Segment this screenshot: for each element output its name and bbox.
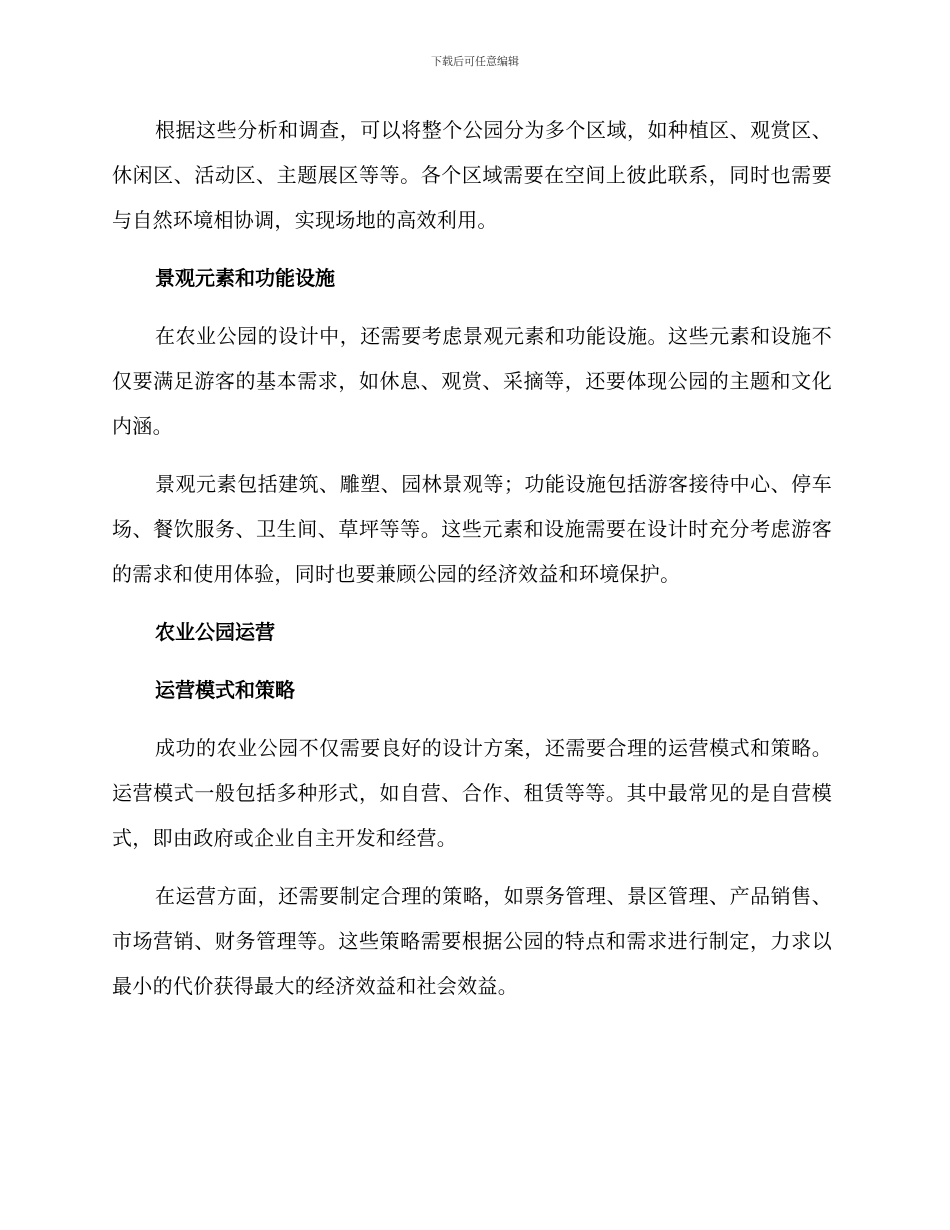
heading-park-operation: 农业公园运营 [155, 620, 275, 644]
document-body [112, 108, 832, 1022]
heading-landscape-elements: 景观元素和功能设施 [155, 266, 335, 290]
header-note: 下载后可任意编辑 [431, 55, 519, 68]
paragraph-operation-model: 成功的农业公园不仅需要良好的设计方案，还需要合理的运营模式和策略。运营模式一般包括多种形式，如自营、合作、租赁等等。其中最常见的是自营模式，即由政府或企业自主开发和经营。 [112, 736, 832, 850]
paragraph-operation-strategy: 在运营方面，还需要制定合理的策略，如票务管理、景区管理、产品销售、市场营销、财务管理等。这些策略需要根据公园的特点和需求进行制定，力求以最小的代价获得最大的经济效益和社会效益。 [112, 884, 832, 998]
paragraph-landscape-intro: 在农业公园的设计中，还需要考虑景观元素和功能设施。这些元素和设施不仅要满足游客的基本需求，如休息、观赏、采摘等，还要体现公园的主题和文化内涵。 [112, 324, 832, 438]
heading-operation-model: 运营模式和策略 [155, 678, 295, 702]
paragraph-zoning: 根据这些分析和调查，可以将整个公园分为多个区域，如种植区、观赏区、休闲区、活动区、主题展区等等。各个区域需要在空间上彼此联系，同时也需要与自然环境相协调，实现场地的高效利用。 [112, 118, 832, 232]
paragraph-landscape-details: 景观元素包括建筑、雕塑、园林景观等；功能设施包括游客接待中心、停车场、餐饮服务、卫生间、草坪等等。这些元素和设施需要在设计时充分考虑游客的需求和使用体验，同时也要兼顾公园的经济效益和环境保护。 [112, 472, 832, 586]
